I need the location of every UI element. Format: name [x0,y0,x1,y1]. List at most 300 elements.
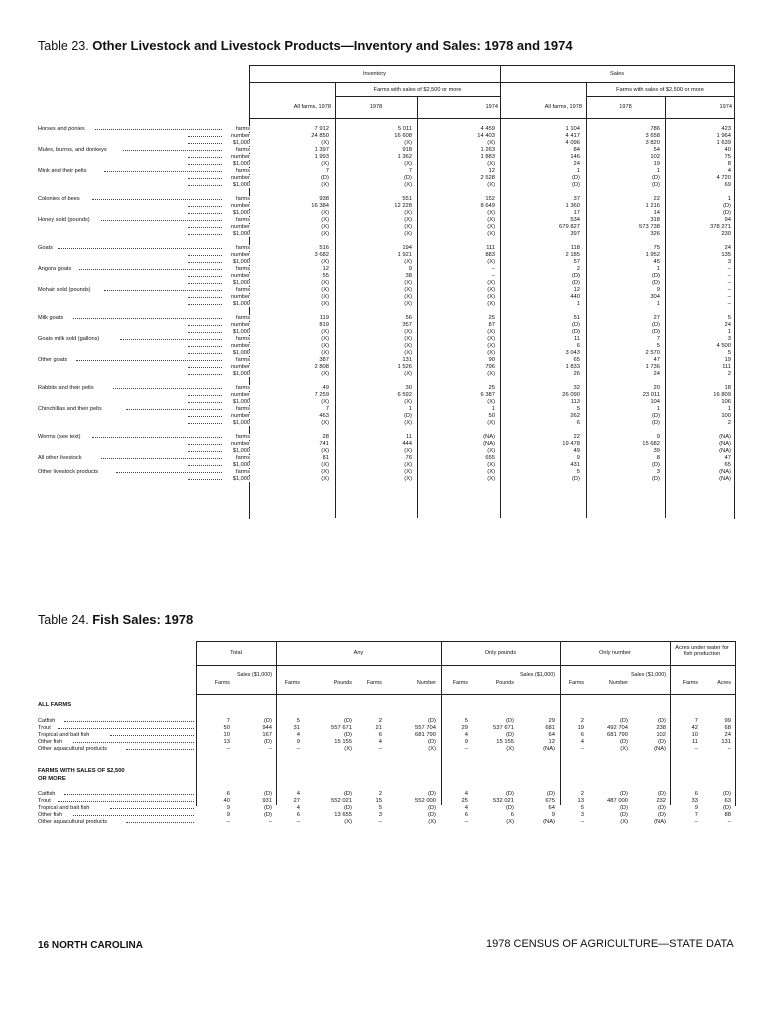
table-cell: 19 [653,161,660,167]
stub-row [38,203,250,210]
table-cell: 57 [573,259,580,265]
table-cell: 6 [576,343,580,349]
stub-unit: $1,000 [232,182,250,188]
table-cell: 1 526 [397,364,412,370]
table-cell: (X) [404,476,412,482]
header-only-pounds: Only pounds [484,650,517,656]
table-cell: 25 [488,315,495,321]
stub-label: Goats [38,245,53,251]
stub-unit: farms [236,126,250,132]
leader-dots [188,353,222,354]
table-cell: 11 [573,336,580,342]
table-cell: 2 808 [314,364,329,370]
table-cell [602,427,660,434]
table-cell: (X) [404,182,412,188]
leader-dots [126,409,222,410]
table-cell [437,427,495,434]
table-cell: 1 [408,406,412,412]
stub-row [38,259,250,266]
stub-row [38,210,250,217]
stub-label: Catfish [38,718,56,724]
table-cell: (D) [505,791,514,797]
stub-row [38,301,250,308]
table-cell: 24 [653,371,660,377]
table-cell: 13 655 [334,812,352,818]
leader-dots [116,472,222,473]
table-cell: 38 [405,273,412,279]
table-cell: 2 [576,266,580,272]
table-cell: 28 [322,434,329,440]
table-cell: 7 259 [314,392,329,398]
table-cell: 167 [262,732,272,738]
table-cell: 238 [656,725,666,731]
stub-label: Tropical and bait fish [38,805,90,811]
table-cell: (X) [487,350,495,356]
table-cell [271,308,329,315]
leader-dots [104,290,222,291]
stub-unit: farms [236,385,250,391]
stub-unit: number [231,154,250,160]
table-cell: (D) [651,175,660,181]
header-1974: 1974 [719,104,732,110]
stub-unit: $1,000 [232,448,250,454]
table-cell: 29 [461,725,468,731]
table-cell: 27 [293,798,300,804]
table-cell: 7 [408,168,412,174]
table-cell: (D) [651,280,660,286]
table-cell: (NA) [719,434,731,440]
header-farms-2500-sales: Farms with sales of $2,500 or more [616,87,704,93]
table-cell: (X) [487,301,495,307]
table-cell: (D) [657,718,666,724]
table-cell [437,308,495,315]
table23-column [354,126,412,483]
table-cell: 304 [650,294,660,300]
stub-row [38,308,250,315]
table-cell: 2 185 [565,252,580,258]
table-cell: 32 [573,385,580,391]
leader-dots [188,325,222,326]
table-cell: (D) [263,812,272,818]
table-cell: 557 704 [415,725,436,731]
divider [249,118,734,119]
leader-dots [188,283,222,284]
table-cell: 16 608 [394,133,412,139]
table-cell: 94 [724,217,731,223]
stub-row [38,245,250,252]
table-cell: 7 [325,406,329,412]
stub-unit: $1,000 [232,420,250,426]
table-cell: 37 [573,196,580,202]
table-cell: (D) [619,805,628,811]
table-cell: 9 [656,287,660,293]
table-cell: 883 [485,252,495,258]
table-cell: 1 263 [480,147,495,153]
table-cell: 431 [570,462,580,468]
table-cell: (X) [487,224,495,230]
table23-column [437,126,495,483]
table-cell: (D) [263,791,272,797]
stub-row [38,805,196,812]
table-cell: 6 [576,420,580,426]
subheader: Number [608,680,628,686]
table-cell: – [268,746,272,752]
table-cell: 5 [296,718,300,724]
table-cell: (D) [427,812,436,818]
table-cell: 492 704 [607,725,628,731]
table-cell: (D) [343,732,352,738]
table-cell: (NA) [483,434,495,440]
leader-dots [73,318,222,319]
table-cell: (X) [321,476,329,482]
header-1978: 1978 [369,104,383,110]
table-cell: (D) [571,476,580,482]
table-cell: 444 [402,441,412,447]
table-cell: 5 [727,315,731,321]
table-cell [602,189,660,196]
leader-dots [76,360,222,361]
stub-unit: farms [236,469,250,475]
table-cell: 2 [378,718,382,724]
table-cell: 14 [653,210,660,216]
stub-label: Colonies of bees [38,196,80,202]
table-cell: (X) [404,224,412,230]
divider [586,82,587,518]
table-cell: 675 [545,798,555,804]
table-cell: 19 [724,357,731,363]
leader-dots [101,220,222,221]
table-cell: (D) [619,718,628,724]
table-cell: 23 011 [642,392,660,398]
leader-dots [95,129,222,130]
table-cell: 49 [322,385,329,391]
table-cell: 819 [319,322,329,328]
stub-row [38,280,250,287]
stub-unit: number [231,252,250,258]
table-cell: 6 [694,791,698,797]
table-cell [437,238,495,245]
table-cell: 8 [727,161,731,167]
table-cell: 9 [226,812,230,818]
table-cell: (X) [487,343,495,349]
table-cell: 532 021 [493,798,514,804]
table-cell: 19 478 [562,441,580,447]
leader-dots [188,451,222,452]
table-cell: 1 833 [565,364,580,370]
table-cell: 24 [724,322,731,328]
stub-unit: farms [236,168,250,174]
table-cell: 45 [653,259,660,265]
table-cell: (D) [505,805,514,811]
table-cell: 1 [656,168,660,174]
table-cell: 33 [691,798,698,804]
table-cell: – [727,819,731,825]
table-cell: (X) [487,161,495,167]
table-cell: (D) [651,476,660,482]
table-cell: 39 [653,448,660,454]
table-cell: (X) [321,231,329,237]
table-cell: (X) [321,259,329,265]
table-cell: 6 387 [480,392,495,398]
divider [586,96,734,97]
stub-row [38,441,250,448]
leader-dots [64,794,194,795]
table-cell: 6 [510,812,514,818]
leader-dots [113,388,222,389]
table-cell: 681 [545,725,555,731]
leader-dots [188,479,222,480]
table-cell: 5 [580,805,584,811]
table-cell: 30 [405,385,412,391]
table-cell: 47 [653,357,660,363]
header-inventory: Inventory [362,71,386,77]
table-cell: (X) [620,746,628,752]
stub-row [38,739,196,746]
table-cell: 1 362 [397,154,412,160]
table-cell: 111 [722,364,731,370]
table-cell: 5 [378,805,382,811]
stub-unit: farms [236,357,250,363]
stub-unit: $1,000 [232,231,250,237]
table-cell: 55 [322,273,329,279]
leader-dots [110,808,194,809]
stub-row [38,266,250,273]
table-cell: 230 [721,231,731,237]
table-cell: (X) [321,448,329,454]
table-cell: 90 [488,357,495,363]
table-cell: (D) [722,210,731,216]
table-cell: 106 [721,399,731,405]
stub-unit: number [231,224,250,230]
stub-row [38,434,250,441]
table-cell: 4 459 [480,126,495,132]
header-only-number: Only number [598,650,632,656]
table-cell: 102 [650,154,660,160]
table-cell: (X) [404,329,412,335]
subheader: Acres [717,680,731,686]
leader-dots [101,458,222,459]
header-all-farms-1978: All farms, 1978 [544,104,582,110]
table-cell: 16 384 [311,203,329,209]
table-cell: (D) [263,718,272,724]
stub-unit: $1,000 [232,259,250,265]
stub-unit: number [231,413,250,419]
table-cell: (X) [321,336,329,342]
table-cell: (D) [651,273,660,279]
leader-dots [188,297,222,298]
table24-label: Table 24. [38,613,89,627]
table-cell: (X) [487,371,495,377]
table-cell: 931 [262,798,272,804]
table-cell: (D) [546,791,555,797]
page-footer-left: 16 NORTH CAROLINA [38,940,144,951]
stub-unit: number [231,392,250,398]
stub-row [38,812,196,819]
table-cell: 9 [694,805,698,811]
table-cell: 6 592 [397,392,412,398]
leader-dots [188,416,222,417]
table-cell: 22 [653,196,660,202]
stub-unit: farms [236,147,250,153]
table-cell: 3 043 [565,350,580,356]
table-cell: (X) [506,819,514,825]
table-cell: (D) [505,718,514,724]
table-cell: 65 [724,462,731,468]
table-cell: (D) [657,791,666,797]
table-cell: 463 [319,413,329,419]
table-cell: (D) [505,732,514,738]
stub-unit: number [231,364,250,370]
table-cell: 1 216 [645,203,660,209]
table-cell: 918 [402,147,412,153]
table-cell: 131 [721,739,731,745]
table-cell: 557 671 [331,725,352,731]
stub-label: Tropical and bait fish [38,732,90,738]
table-cell: 84 [573,147,580,153]
leader-dots [188,157,222,158]
stub-row [38,294,250,301]
stub-row [38,315,250,322]
table-cell: (X) [487,336,495,342]
stub-row [38,364,250,371]
table-cell: (D) [651,420,660,426]
table-cell: 3 [727,336,731,342]
table-cell: 1 104 [565,126,580,132]
stub-row [38,371,250,378]
stub-row [38,140,250,147]
table-cell: 26 [573,371,580,377]
stub-label: Other goats [38,357,68,363]
table-cell: 40 [724,147,731,153]
table-cell: (X) [404,210,412,216]
table-cell: 13 [223,739,230,745]
table-cell: (X) [321,301,329,307]
table-cell: (D) [571,329,580,335]
table-cell: 8 [656,455,660,461]
table-cell: (X) [428,819,436,825]
table-cell: (X) [344,746,352,752]
table-cell: (D) [403,413,412,419]
divider [335,82,336,518]
stub-row [38,791,196,798]
stub-unit: number [231,175,250,181]
stub-unit: $1,000 [232,301,250,307]
stub-row [38,420,250,427]
table-cell [271,189,329,196]
leader-dots [188,206,222,207]
subheader: Number [416,680,436,686]
table-cell: (X) [321,420,329,426]
leader-dots [188,255,222,256]
table-cell: 537 671 [493,725,514,731]
table-cell [271,427,329,434]
stub-row [38,378,250,385]
table-cell: 113 [570,399,580,405]
leader-dots [79,269,222,270]
table-cell: 24 850 [311,133,329,139]
table-cell: 1 964 [716,133,731,139]
table-cell: (X) [487,140,495,146]
table-cell: (D) [651,462,660,468]
table-cell: – [464,746,468,752]
table-cell: 76 [405,455,412,461]
table-cell: 552 000 [415,798,436,804]
table-cell: 100 [721,413,731,419]
table-cell: (D) [403,175,412,181]
table-cell [437,378,495,385]
stub-label: Rabbits and their pelts [38,385,94,391]
table-cell: – [694,819,698,825]
stub-row [38,718,196,725]
table-cell: 4 [378,739,382,745]
table-cell: (NA) [719,448,731,454]
table-cell: 9 [551,812,555,818]
table-cell: (X) [404,336,412,342]
table-cell: 4 [727,168,731,174]
table-cell: (X) [404,399,412,405]
stub-unit: farms [236,336,250,342]
table-cell: 1 [576,168,580,174]
table-cell [354,427,412,434]
table-cell: 2 570 [645,350,660,356]
stub-row [38,732,196,739]
leader-dots [188,395,222,396]
divider [249,82,734,83]
table-cell: 1 397 [314,147,329,153]
leader-dots [58,248,223,249]
table24-title [38,612,193,627]
table-cell: (X) [404,343,412,349]
stub-unit: $1,000 [232,350,250,356]
table-cell: 6 [580,732,584,738]
table-cell: 88 [724,812,731,818]
table-cell: 1 736 [645,364,660,370]
stub-unit: farms [236,266,250,272]
table-cell: (D) [343,791,352,797]
table-cell: 7 [694,718,698,724]
table-cell: (D) [571,175,580,181]
table-cell: 6 [226,791,230,797]
header-1978: 1978 [619,104,632,110]
stub-label: Other fish [38,812,63,818]
leader-dots [126,749,194,750]
stub-unit: $1,000 [232,210,250,216]
subheader: Farms [568,680,584,686]
table-cell: (D) [657,805,666,811]
table-cell: – [296,819,300,825]
leader-dots [120,339,223,340]
table-cell: 397 [570,231,580,237]
table-cell: – [378,746,382,752]
table-cell [673,427,731,434]
table-cell: 63 [724,798,731,804]
table-cell: – [378,819,382,825]
stub-row [38,273,250,280]
table-cell: 12 228 [394,203,412,209]
table-cell: 11 [405,434,412,440]
stub-unit: $1,000 [232,280,250,286]
table-cell [354,378,412,385]
stub-label: Honey sold (pounds) [38,217,90,223]
section-farms-2500: FARMS WITH SALES OF $2,500 [38,768,125,774]
table-cell: (D) [657,739,666,745]
table-cell: (X) [487,329,495,335]
table-cell: 4 500 [716,343,731,349]
table-cell: 31 [293,725,300,731]
table-cell [673,308,731,315]
stub-unit: number [231,203,250,209]
table-cell: 4 [464,805,468,811]
